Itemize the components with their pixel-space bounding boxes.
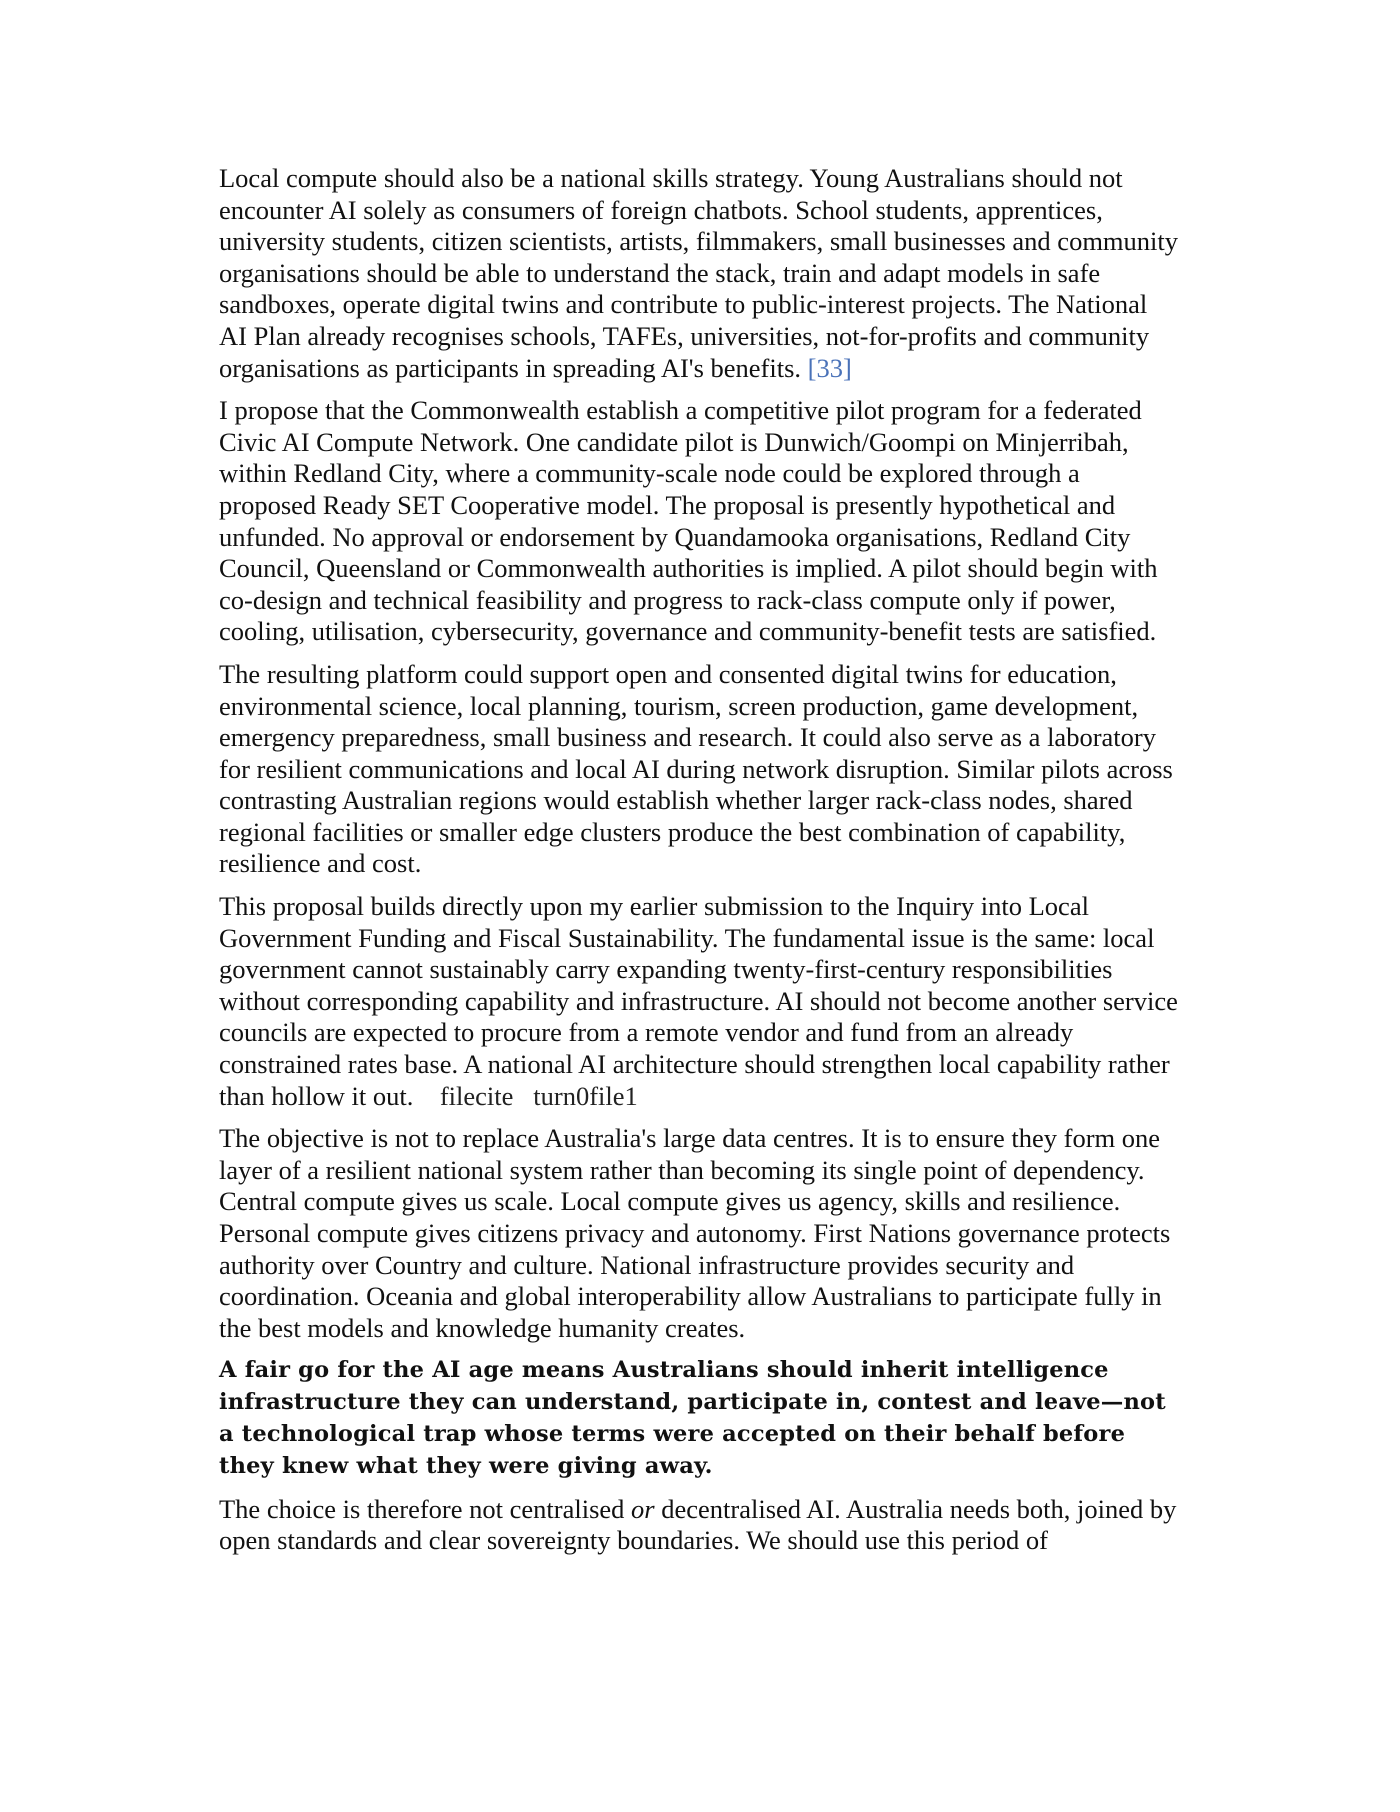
emphasis-or: or (631, 1493, 655, 1524)
paragraph-text: This proposal builds directly upon my earlier submission to the Inquiry into Local Government Funding and Fiscal Sustainability. The fundamental issue is the same: local government cannot sustainably carry expanding twenty-first-century responsibilities without corresponding capability and infrastructure. AI should not become another service councils are expected to procure from a remote vendor and fund from an already constrained rates base. A national AI architecture should strengthen local capability rather than hollow it out. (219, 891, 1178, 1111)
paragraph-platform-support: The resulting platform could support open and consented digital twins for education, environmental science, local planning, tourism, screen production, game development, emergency preparedness, small business and research. It could also serve as a laboratory for resilient communications and local AI during network disruption. Similar pilots across contrasting Australian regions would establish whether larger rack-class nodes, shared regional facilities or smaller edge clusters produce the best combination of capability, resilience and cost. (219, 658, 1173, 879)
citation-link-33[interactable]: [33] (807, 352, 852, 383)
paragraph-earlier-submission (219, 891, 1179, 1112)
paragraph-skills-strategy (219, 163, 1179, 384)
paragraph-choice (219, 1494, 1179, 1557)
paragraph-text: Local compute should also be a national skills strategy. Young Australians should not encounter AI solely as consumers of foreign chatbots. School students, apprentices, university students, citizen scientists, artists, filmmakers, small businesses and community organisations should be able to understand the stack, train and adapt models in safe sandboxes, operate digital twins and contribute to public-interest projects. The National AI Plan already recognises schools, TAFEs, universities, not-for-profits and community organisations as participants in spreading AI's benefits. (219, 163, 1179, 383)
document-body (219, 163, 1179, 1568)
paragraph-objective: The objective is not to replace Australia's large data centres. It is to ensure they form one layer of a resilient national system rather than becoming its single point of dependency. Central compute gives us scale. Local compute gives us agency, skills and resilience. Personal compute gives citizens privacy and autonomy. First Nations governance protects authority over Country and culture. National infrastructure provides security and coordination. Oceania and global interoperability allow Australians to participate fully in the best models and knowledge humanity creates. (219, 1123, 1171, 1343)
paragraph-pilot-proposal: I propose that the Commonwealth establish a competitive pilot program for a federated Civic AI Compute Network. One candidate pilot is Dunwich/Goompi on Minjerribah, within Redland City, where a community-scale node could be explored through a proposed Ready SET Cooperative model. The proposal is presently hypothetical and unfunded. No approval or endorsement by Quandamooka organisations, Redland City Council, Queensland or Commonwealth authorities is implied. A pilot should begin with co-design and technical feasibility and progress to rack-class compute only if power, cooling, utilisation, cybersecurity, governance and community-benefit tests are satisfied. (219, 395, 1158, 647)
highlight-statement: A fair go for the AI age means Australians should inherit intelligence infrastructure they can understand, participate in, contest and leave—not a technological trap whose terms were accepted on their behalf before they knew what they were giving away. (219, 1357, 1166, 1479)
citation-residue: filecite turn0file1 (419, 1080, 638, 1111)
paragraph-text: The choice is therefore not centralised (219, 1493, 632, 1524)
paragraph-text: decentralised AI. Australia needs both, joined by open standards and clear sovereignty boundaries. We should use this period of (219, 1493, 1177, 1556)
